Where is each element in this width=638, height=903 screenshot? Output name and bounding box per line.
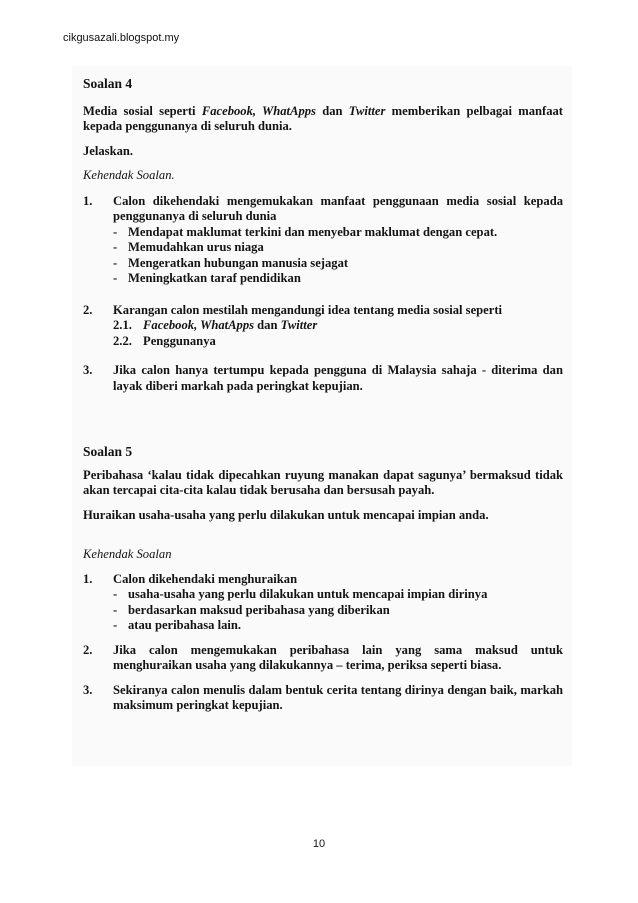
- bullet-item: - Mengeratkan hubungan manusia sejagat: [113, 255, 349, 270]
- bullet-item: - Mendapat maklumat terkini dan menyebar maklumat dengan cepat.: [113, 224, 498, 239]
- soalan-4-kehendak-heading: Kehendak Soalan.: [83, 168, 175, 182]
- soalan-4-instruction: Jelaskan.: [83, 143, 134, 158]
- document-content: [83, 76, 563, 714]
- soalan-5-section: [83, 444, 563, 714]
- soalan-5-title: Soalan 5: [83, 444, 133, 459]
- sub-item: 2.1. Facebook, WhatApps dan Twitter: [113, 318, 318, 332]
- soalan-5-item-1: 1. Calon dikehendaki menghuraikan - usaha-usaha yang perlu dilakukan untuk mencapai impian dirinya - berdasarkan maksud peribahasa yang diberikan - atau peribahasa lain.: [83, 572, 563, 634]
- soalan-5-intro: Peribahasa ‘kalau tidak dipecahkan ruyung manakan dapat sagunya’ bermaksud tidak akan tercapai cita-cita kalau tidak berusaha dan bersusah payah.: [83, 467, 563, 497]
- soalan-4-item-2: 2. Karangan calon mestilah mengandungi idea tentang media sosial seperti 2.1. Facebook, WhatApps dan Twitter 2.2. Penggunanya: [83, 303, 563, 350]
- bullet-item: - Meningkatkan taraf pendidikan: [113, 271, 301, 285]
- soalan-4-item-3: 3. Jika calon hanya tertumpu kepada pengguna di Malaysia sahaja - diterima dan layak diberi markah pada peringkat kepujian.: [83, 363, 563, 393]
- bullet-item: - Memudahkan urus niaga: [113, 240, 264, 254]
- bullet-item: - atau peribahasa lain.: [113, 618, 242, 632]
- soalan-4-item-1: 1. Calon dikehendaki mengemukakan manfaat penggunaan media sosial kepada penggunanya di seluruh dunia - Mendapat maklumat terkini dan menyebar maklumat dengan cepat. - Memudahkan urus niaga - Mengeratkan hubungan manusia sejagat - Meningkatkan taraf pendidikan: [83, 193, 563, 285]
- soalan-5-kehendak-heading: Kehendak Soalan: [83, 547, 172, 561]
- page-number: 10: [312, 838, 326, 850]
- soalan-5-instruction: Huraikan usaha-usaha yang perlu dilakukan untuk mencapai impian anda.: [83, 507, 489, 522]
- soalan-4-intro: Media sosial seperti Facebook, WhatApps dan Twitter memberikan pelbagai manfaat kepada penggunanya di seluruh dunia.: [83, 103, 563, 133]
- bullet-item: - usaha-usaha yang perlu dilakukan untuk mencapai impian dirinya: [113, 587, 488, 601]
- sub-item: 2.2. Penggunanya: [113, 333, 216, 348]
- soalan-4-title: Soalan 4: [83, 76, 133, 91]
- soalan-5-item-3: 3. Sekiranya calon menulis dalam bentuk cerita tentang dirinya dengan baik, markah maksimum peringkat kepujian.: [83, 682, 563, 712]
- bullet-item: - berdasarkan maksud peribahasa yang diberikan: [113, 602, 390, 617]
- soalan-5-item-2: 2. Jika calon mengemukakan peribahasa lain yang sama maksud untuk menghuraikan usaha yang dilakukannya – terima, periksa seperti biasa.: [83, 642, 563, 672]
- site-header: cikgusazali.blogspot.my: [63, 32, 180, 44]
- soalan-4-section: [83, 76, 563, 394]
